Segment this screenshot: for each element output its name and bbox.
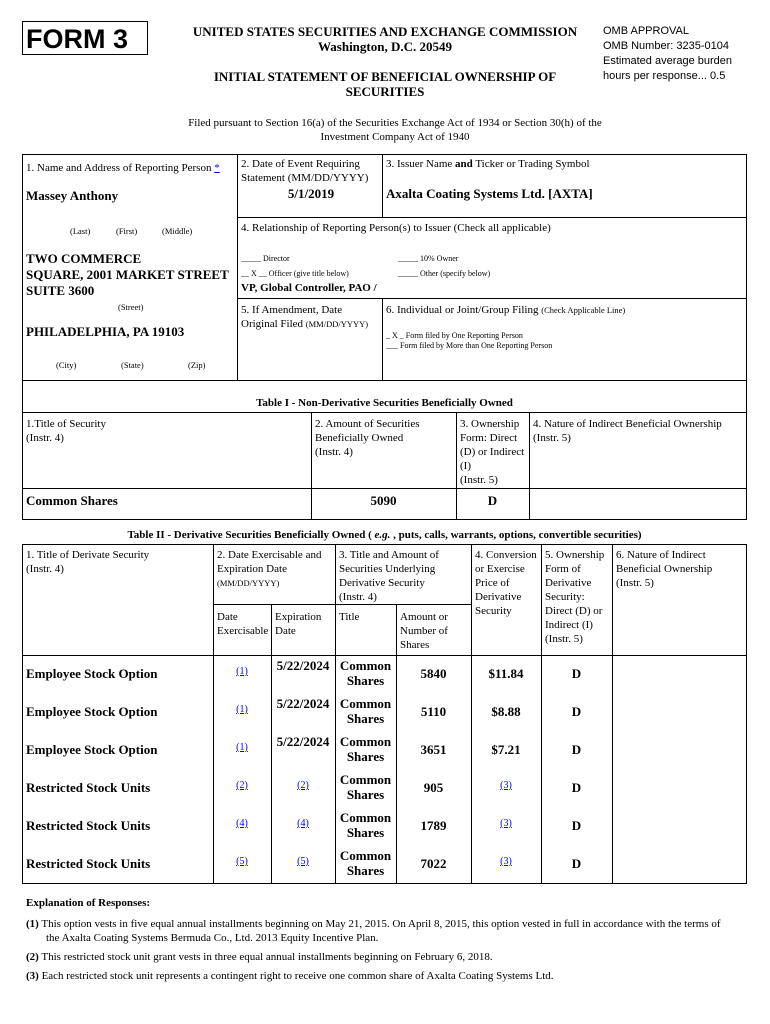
caption-last: (Last) [70,226,91,236]
header-line: (Instr. 5) [616,577,654,589]
box2-label-line1: 2. Date of Event Requiring [241,158,360,170]
caption-state: (State) [121,360,144,370]
header-line: Expiration [275,611,322,623]
footnote-link[interactable]: (1) [236,666,248,677]
row-amount: 7022 [420,856,447,871]
reporting-person-name: Massey Anthony [26,188,119,203]
header-line: Shares [400,639,430,651]
row-underlying-line: Common [339,696,392,711]
grid-line [22,154,23,520]
footnote-link[interactable]: (3) [500,856,512,867]
row-underlying-line: Shares [346,711,385,726]
row-amount: 1789 [420,818,447,833]
table1-col3-header [460,417,524,487]
caption-zip: (Zip) [188,360,206,370]
grid-line [22,154,747,155]
footnote-text: Each restricted stock unit represents a contingent right to receive one common share of Axalta Coating Systems Ltd. [41,970,554,982]
row-underlying-line: Common [339,658,392,673]
row-form: D [571,856,582,871]
agency-title: UNITED STATES SECURITIES AND EXCHANGE COMMISSION [192,24,578,39]
box5-label-line2: Original Filed (MM/DD/YYYY) [241,318,369,330]
footnote-text: the Axalta Coating Systems Bermuda Co., Ltd. 2013 Equity Incentive Plan. [46,932,379,944]
row-underlying-title [335,772,396,802]
omb-burden-line2: hours per response... 0.5 [603,70,726,82]
relationship-ten-pct-owner: _____ 10% Owner [398,254,459,263]
footnote-link[interactable]: (5) [297,856,309,867]
caption-middle: (Middle) [162,226,193,236]
grid-line [237,217,747,218]
caption-first: (First) [116,226,138,236]
header-line: Exercisable [217,625,269,637]
header-line: 2. Amount of Securities [315,418,420,430]
table2-title: Table II - Derivative Securities Beneficially Owned ( e.g. , puts, calls, warrants, options, convertible securities) [127,529,642,541]
form-title-line2: SECURITIES [345,84,425,99]
subheader-expiration-date [275,610,321,638]
table1-row-form: D [487,493,498,508]
footnote-number: (3) [26,970,39,982]
grid-line [529,412,530,519]
header-line: Form: Direct [460,432,518,444]
table2-col3-header [339,548,439,604]
form-label: FORM 3 [22,21,148,55]
footnote-2 [26,950,493,964]
footnote-link[interactable]: (1) [236,704,248,715]
row-underlying-line: Shares [346,825,385,840]
header-line: 4. Conversion [475,549,537,561]
grid-line [382,154,383,218]
row-underlying-title [335,696,396,726]
row-underlying-line: Shares [346,673,385,688]
omb-burden-line1: Estimated average burden [603,55,733,67]
header-line: 1.Title of Security [26,418,106,430]
box6-label: 6. Individual or Joint/Group Filing (Check Applicable Line) [386,304,626,316]
grid-line [22,380,747,381]
grid-line [22,544,23,883]
grid-line [22,519,747,520]
grid-line [237,298,747,299]
footnote-link[interactable]: (2) [236,780,248,791]
filed-pursuant-line2: Investment Company Act of 1940 [320,131,470,143]
filing-one-person: _ X _ Form filed by One Reporting Person [386,331,523,340]
header-line: (Instr. 5) [545,633,583,645]
table1-title: Table I - Non-Derivative Securities Beneficially Owned [256,397,513,409]
table2-col4-header [475,548,537,618]
header-line: (Instr. 4) [26,563,64,575]
row-title: Employee Stock Option [26,666,158,681]
header-line: (Instr. 4) [26,432,64,444]
omb-approval: OMB APPROVAL [603,25,689,37]
header-line: (Instr. 5) [533,432,571,444]
header-line: (Instr. 5) [460,474,498,486]
officer-title: VP, Global Controller, PAO / [241,282,377,294]
table2-col2-header [217,548,321,590]
table1-col4-header [533,417,722,445]
row-title: Restricted Stock Units [26,780,151,795]
header-line: (Instr. 4) [339,591,377,603]
footnote-number: (1) [26,918,39,930]
agency-location: Washington, D.C. 20549 [318,39,452,54]
row-title: Restricted Stock Units [26,856,151,871]
grid-line [22,488,747,489]
row-title: Employee Stock Option [26,704,158,719]
filed-pursuant-line1: Filed pursuant to Section 16(a) of the Securities Exchange Act of 1934 or Section 30(h) of the [188,117,602,129]
footnote-link[interactable]: (5) [236,856,248,867]
grid-line [746,154,747,520]
row-expiration: 5/22/2024 [276,696,330,711]
header-line: Security [475,605,512,617]
footnote-link[interactable]: (4) [236,818,248,829]
header-line: 5. Ownership [545,549,605,561]
header-line: Date [275,625,296,637]
header-line: Derivative [545,577,592,589]
relationship-officer: __ X __ Officer (give title below) [241,269,349,278]
table2-col6-header [616,548,712,590]
event-date: 5/1/2019 [287,186,335,201]
header-line: Beneficial Ownership [616,563,713,575]
footnote-link[interactable]: (2) [297,780,309,791]
filed-pursuant [100,116,690,144]
row-underlying-title [335,658,396,688]
street-line3: SUITE 3600 [26,283,95,298]
grid-line [612,544,613,883]
header-line: (MM/DD/YYYY) [217,578,280,588]
footnote-1 [26,917,721,945]
row-underlying-line: Common [339,848,392,863]
header-line: 3. Title and Amount of [339,549,439,561]
footnote-link[interactable]: (3) [500,780,512,791]
row-price: $11.84 [488,666,524,681]
row-form: D [571,742,582,757]
header-line: or Exercise [475,563,525,575]
box4-label: 4. Relationship of Reporting Person(s) to Issuer (Check all applicable) [241,222,551,234]
table1-col2-header [315,417,420,459]
subheader-date-exercisable [217,610,268,638]
header-line: Securities Underlying [339,563,436,575]
row-expiration: 5/22/2024 [276,658,330,673]
grid-line [22,544,747,545]
table1-row-title: Common Shares [26,493,118,508]
header-line: Direct (D) or [545,605,603,617]
header-line: 2. Date Exercisable and [217,549,322,561]
street-line1: TWO COMMERCE [26,251,142,266]
grid-line [213,604,471,605]
relationship-director: _____ Director [241,254,290,263]
row-underlying-line: Common [339,734,392,749]
header-line: 4. Nature of Indirect Beneficial Ownership [533,418,722,430]
table1-col1-header [26,417,106,445]
box5-label-line1: 5. If Amendment, Date [241,304,343,316]
row-amount: 905 [423,780,444,795]
header-line: Indirect (I) [545,619,593,631]
row-form: D [571,818,582,833]
box1-label: 1. Name and Address of Reporting Person * [26,162,220,174]
box1-asterisk-link[interactable]: * [214,162,220,174]
header-line: Amount or [400,611,448,623]
footnote-link[interactable]: (3) [500,818,512,829]
table2-col5-header [545,548,604,646]
box2-label [241,157,368,185]
header-line: Expiration Date [217,563,287,575]
street-line2: SQUARE, 2001 MARKET STREET [26,267,229,282]
grid-line [22,883,747,884]
city-state-zip: PHILADELPHIA, PA 19103 [26,324,185,339]
row-title: Employee Stock Option [26,742,158,757]
row-form: D [571,780,582,795]
footnote-number: (2) [26,951,39,963]
row-underlying-line: Common [339,772,392,787]
box5-label [241,303,368,331]
footnote-text: This option vests in five equal annual installments beginning on May 21, 2015. On April 8, 2015, this option vested in full in accordance with the terms of [41,918,721,930]
header-line: Beneficially Owned [315,432,404,444]
explanation-heading: Explanation of Responses: [26,897,151,909]
box3-label: 3. Issuer Name and Ticker or Trading Symbol [386,158,590,170]
issuer-name: Axalta Coating Systems Ltd. [AXTA] [386,186,593,201]
footnote-link[interactable]: (1) [236,742,248,753]
header-line: Security: [545,591,585,603]
footnote-link[interactable]: (4) [297,818,309,829]
grid-line [746,544,747,883]
row-underlying-line: Common [339,810,392,825]
header-line: (D) or Indirect [460,446,525,458]
row-underlying-title [335,848,396,878]
table1-row-amount: 5090 [370,493,397,508]
header-line: 6. Nature of Indirect [616,549,706,561]
row-expiration: 5/22/2024 [276,734,330,749]
omb-number: OMB Number: 3235-0104 [603,40,729,52]
header-line: Derivative Security [339,577,425,589]
header-line: Number of [400,625,448,637]
street-address [26,251,229,299]
row-title: Restricted Stock Units [26,818,151,833]
footnote-text: This restricted stock unit grant vests in three equal annual installments beginning on February 6, 2018. [41,951,493,963]
row-amount: 3651 [420,742,447,757]
form-title-line1: INITIAL STATEMENT OF BENEFICIAL OWNERSHIP OF [213,69,557,84]
row-form: D [571,704,582,719]
grid-line [22,412,747,413]
grid-line [237,154,238,381]
header-line: Date [217,611,238,623]
row-underlying-line: Shares [346,749,385,764]
row-underlying-title [335,810,396,840]
row-price: $8.88 [491,704,521,719]
grid-line [382,298,383,381]
caption-city: (City) [56,360,77,370]
table2-col1-header [26,548,149,576]
header-line: Price of [475,577,510,589]
caption-street: (Street) [118,302,144,312]
grid-line [22,655,747,656]
filing-more-persons: ___ Form filed by More than One Reporting Person [386,341,553,350]
row-amount: 5840 [420,666,447,681]
subheader-amount [400,610,448,652]
row-amount: 5110 [420,704,447,719]
relationship-other: _____ Other (specify below) [398,269,491,278]
header-line: (Instr. 4) [315,446,353,458]
row-price: $7.21 [491,742,521,757]
row-underlying-line: Shares [346,863,385,878]
header-line: (I) [460,460,471,472]
row-underlying-title [335,734,396,764]
header-line: Derivative [475,591,522,603]
row-form: D [571,666,582,681]
header-line: Form of [545,563,581,575]
header-line: 1. Title of Derivate Security [26,549,150,561]
row-underlying-line: Shares [346,787,385,802]
subheader-title: Title [339,611,360,623]
box2-label-line2: Statement (MM/DD/YYYY) [241,172,369,184]
footnote-3 [26,969,554,983]
header-line: 3. Ownership [460,418,520,430]
